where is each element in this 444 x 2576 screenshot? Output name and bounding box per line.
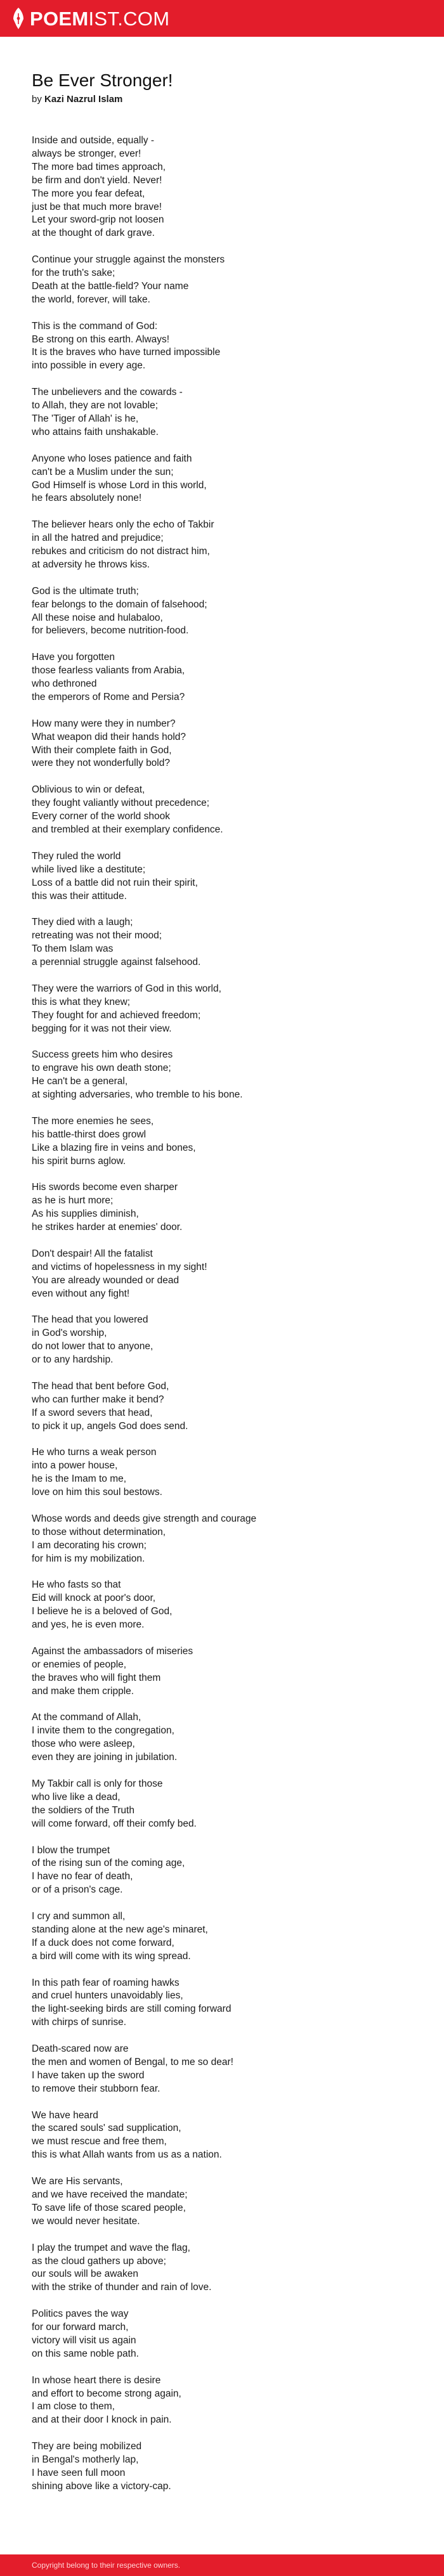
poem-line: to Allah, they are not lovable; [32,400,159,411]
stanza [32,1844,412,1898]
poem-line: and cruel hunters unavoidably lies, [32,1990,183,2002]
stanza [32,320,412,373]
logo-text-bold: POEM [30,7,89,30]
stanza [32,1977,412,2030]
poem-line: Politics paves the way [32,2308,129,2320]
poem-line: Eid will knock at poor's door, [32,1593,156,1604]
poem-line: If a sword severs that head, [32,1407,153,1418]
poem-line: Death at the battle-field? Your name [32,280,189,292]
poem-line: Be strong on this earth. Always! [32,333,170,345]
stanza [32,1645,412,1699]
poem-line: at sighting adversaries, who tremble to his bone. [32,1089,243,1101]
poem-line: or of a prison's cage. [32,1884,123,1896]
poem-line: who dethroned [32,678,97,690]
stanza [32,2308,412,2361]
stanza [32,1115,412,1168]
poem-line: his spirit burns aglow. [32,1155,126,1167]
poem-line: to remove their stubborn fear. [32,2083,160,2094]
poem-line: in all the hatred and prejudice; [32,533,164,544]
site-footer [0,2554,444,2576]
stanza [32,1579,412,1632]
poem-line: I believe he is a beloved of God, [32,1606,173,1617]
poem-line: this is what they knew; [32,996,131,1007]
stanza [32,386,412,439]
poem-line: standing alone at the new age's minaret, [32,1924,208,1935]
poem-line: with the strike of thunder and rain of love. [32,2282,212,2293]
stanza [32,1314,412,1367]
poem-line: he fears absolutely none! [32,493,142,504]
stanza [32,651,412,704]
poem-line: we would never hesitate. [32,2215,140,2227]
logo-text-light: IST.COM [88,7,170,30]
poem-line: Death-scared now are [32,2043,129,2055]
poem-line: while lived like a destitute; [32,864,146,875]
poem-line: retreating was not their mood; [32,930,162,942]
stanza [32,1049,412,1102]
poem-line: for our forward march, [32,2322,129,2333]
poem-line: The more you fear defeat, [32,188,145,199]
poem-line: Loss of a battle did not ruin their spirit, [32,877,198,888]
stanza [32,1181,412,1234]
stanza [32,1248,412,1301]
poem-line: into a power house, [32,1460,118,1472]
poem-line: The 'Tiger of Allah' is he, [32,413,139,424]
poem-line: the scared souls' sad supplication, [32,2123,181,2134]
copyright-notice: Copyright belong to their respective owners. [32,2561,181,2570]
poem-line: We have heard [32,2109,98,2121]
poem-line: we must rescue and free them, [32,2136,167,2147]
logo-wordmark [30,9,169,29]
stanza [32,585,412,638]
poem-line: victory will visit us again [32,2334,136,2346]
poem-line: If a duck does not come forward, [32,1937,174,1948]
poem-line: and effort to become strong again, [32,2388,181,2399]
poem-line: What weapon did their hands hold? [32,731,186,742]
poem-line: for believers, become nutrition-food. [32,625,189,637]
poem-line: as the cloud gathers up above; [32,2255,166,2267]
site-header [0,0,444,37]
poem-line: His swords become even sharper [32,1182,178,1193]
poem-line: the world, forever, will take. [32,294,150,305]
poem-line: shining above like a victory-cap. [32,2480,171,2492]
poem-line: They ruled the world [32,850,121,862]
poem-line: This is the command of God: [32,320,158,332]
poem-line: I blow the trumpet [32,1844,110,1856]
poem-line: I have no fear of death, [32,1871,133,1882]
poem-line: God Himself is whose Lord in this world, [32,479,207,491]
poem-line: those who were asleep, [32,1738,135,1750]
poem-line: The believer hears only the echo of Takbir [32,519,214,531]
poem-title: Be Ever Stronger! [32,70,173,90]
poem-container [32,70,412,2507]
poem-line: he strikes harder at enemies' door. [32,1222,183,1233]
poem-line: a bird will come with its wing spread. [32,1950,191,1962]
poem-line: will come forward, off their comfy bed. [32,1818,197,1829]
author-link[interactable]: Kazi Nazrul Islam [44,94,123,105]
poem-line: at the thought of dark grave. [32,228,155,239]
poem-line: even they are joining in jubilation. [32,1752,178,1763]
poem-line: Continue your struggle against the monsters [32,254,225,266]
poem-line: with chirps of sunrise. [32,2017,127,2028]
poem-line: can't be a Muslim under the sun; [32,466,174,477]
poem-line: for him is my mobilization. [32,1553,145,1564]
poem-line: As his supplies diminish, [32,1208,139,1220]
poem-line: Success greets him who desires [32,1049,173,1061]
poem-line: To save life of those scared people, [32,2202,186,2213]
poem-line: for the truth's sake; [32,268,115,279]
poem-line: the soldiers of the Truth [32,1804,134,1816]
poem-line: I have taken up the sword [32,2069,145,2081]
poem-line: the emperors of Rome and Persia? [32,691,185,702]
poem-line: and yes, he is even more. [32,1619,145,1631]
poem-line: The more enemies he sees, [32,1115,154,1127]
stanza [32,254,412,307]
poem-line: to engrave his own death stone; [32,1063,171,1074]
pen-nib-icon [11,7,25,30]
poem-line: just be that much more brave! [32,201,162,212]
poem-line: love on him this soul bestows. [32,1487,162,1498]
poem-line: who live like a dead, [32,1791,121,1803]
stanza [32,1513,412,1566]
poem-line: this is what Allah wants from us as a nation. [32,2149,222,2161]
poem-line: were they not wonderfully bold? [32,758,170,769]
poem-line: fear belongs to the domain of falsehood; [32,599,207,610]
poem-line: I am close to them, [32,2401,115,2412]
poem-line: My Takbir call is only for those [32,1778,163,1789]
poem-line: The unbelievers and the cowards - [32,387,183,398]
poem-line: in God's worship, [32,1328,107,1339]
stanza [32,2175,412,2229]
poem-line: We are His servants, [32,2176,123,2187]
poem-line: They are being mobilized [32,2441,142,2452]
poem-line: and victims of hopelessness in my sight! [32,1261,207,1272]
poem-line: and we have received the mandate; [32,2189,188,2200]
poem-line: In this path fear of roaming hawks [32,1977,180,1988]
stanza [32,850,412,903]
poem-line: who attains faith unshakable. [32,426,159,437]
stanza [32,519,412,572]
poem-line: his battle-thirst does growl [32,1129,147,1140]
poem-line: Against the ambassadors of miseries [32,1645,193,1657]
poem-line: in Bengal's motherly lap, [32,2454,139,2466]
stanza [32,453,412,506]
poem-line: With their complete faith in God, [32,744,172,756]
poem-line: I cry and summon all, [32,1911,126,1922]
stanza [32,2242,412,2295]
poem-line: to those without determination, [32,1526,166,1537]
poem-line: at adversity he throws kiss. [32,559,150,570]
poem-line: and at their door I knock in pain. [32,2414,172,2426]
poem-line: as he is hurt more; [32,1195,114,1207]
poem-line: Every corner of the world shook [32,811,170,822]
poem-line: into possible in every age. [32,360,146,372]
poem-line: The more bad times approach, [32,161,166,172]
poem-line: Like a blazing fire in veins and bones, [32,1142,196,1153]
stanza [32,2440,412,2494]
poem-line: I play the trumpet and wave the flag, [32,2242,190,2253]
poem-line: do not lower that to anyone, [32,1341,153,1352]
stanza [32,1446,412,1499]
stanza [32,134,412,240]
poem-line: begging for it was not their view. [32,1023,172,1034]
poem-line: He who turns a weak person [32,1447,157,1458]
poem-line: He who fasts so that [32,1579,121,1591]
byline-prefix: by [32,94,42,105]
poem-line: Anyone who loses patience and faith [32,453,192,464]
poem-line: always be stronger, ever! [32,148,141,159]
poem-line: They fought for and achieved freedom; [32,1009,201,1021]
poem-line: to pick it up, angels God does send. [32,1420,188,1432]
poem-line: I have seen full moon [32,2467,126,2478]
poem-line: the light-seeking birds are still coming forward [32,2003,232,2015]
poem-line: they fought valiantly without precedence; [32,798,210,809]
poem-line: Have you forgotten [32,652,115,663]
poem-line: You are already wounded or dead [32,1274,180,1286]
poem-line: even without any fight! [32,1288,130,1299]
stanza [32,1910,412,1964]
poem-line: this was their attitude. [32,890,127,902]
poem-line: or to any hardship. [32,1354,114,1366]
poem-line: They were the warriors of God in this world, [32,983,221,994]
poem-line: I invite them to the congregation, [32,1725,174,1737]
stanza [32,983,412,1036]
poem-line: The head that you lowered [32,1314,148,1326]
poem-line: those fearless valiants from Arabia, [32,665,185,676]
stanza [32,1778,412,1831]
poem-line: or enemies of people, [32,1659,127,1670]
poem-line: It is the braves who have turned impossible [32,347,221,358]
poem-line: and make them cripple. [32,1685,134,1697]
poem-line: the braves who will fight them [32,1672,161,1683]
poem-line: Whose words and deeds give strength and courage [32,1513,257,1524]
poem-line: the men and women of Bengal, to me so dear! [32,2056,233,2068]
stanza [32,2043,412,2096]
poem-line: he is the Imam to me, [32,1473,127,1485]
stanza [32,718,412,771]
poem-line: They died with a laugh; [32,917,133,928]
poem-line: All these noise and hulabaloo, [32,612,163,623]
site-logo[interactable] [11,0,169,37]
poem-line: To them Islam was [32,943,114,955]
poem-line: of the rising sun of the coming age, [32,1858,185,1869]
poem-line: Let your sword-grip not loosen [32,214,164,226]
stanza [32,916,412,969]
poem-line: Inside and outside, equally - [32,135,155,146]
poem-line: I am decorating his crown; [32,1539,147,1551]
stanza [32,1380,412,1434]
poem-line: Oblivious to win or defeat, [32,784,145,796]
poem-line: How many were they in number? [32,718,176,729]
poem-line: who can further make it bend? [32,1394,164,1405]
poem-line: rebukes and criticism do not distract him, [32,546,210,557]
poem-line: on this same noble path. [32,2348,139,2359]
poem-line: He can't be a general, [32,1076,128,1087]
stanza [32,784,412,837]
stanza [32,2374,412,2428]
poem-body [32,134,412,2494]
poem-line: be firm and don't yield. Never! [32,174,162,186]
poem-line: At the command of Allah, [32,1712,141,1723]
poem-line: Don't despair! All the fatalist [32,1248,153,1259]
poem-line: and trembled at their exemplary confidence. [32,824,223,835]
stanza [32,2109,412,2163]
poem-line: The head that bent before God, [32,1380,169,1392]
poem-line: In whose heart there is desire [32,2374,161,2386]
poem-line: our souls will be awaken [32,2269,139,2280]
poem-line: a perennial struggle against falsehood. [32,957,201,968]
poem-line: God is the ultimate truth; [32,585,139,597]
stanza [32,1711,412,1764]
byline [32,93,412,107]
